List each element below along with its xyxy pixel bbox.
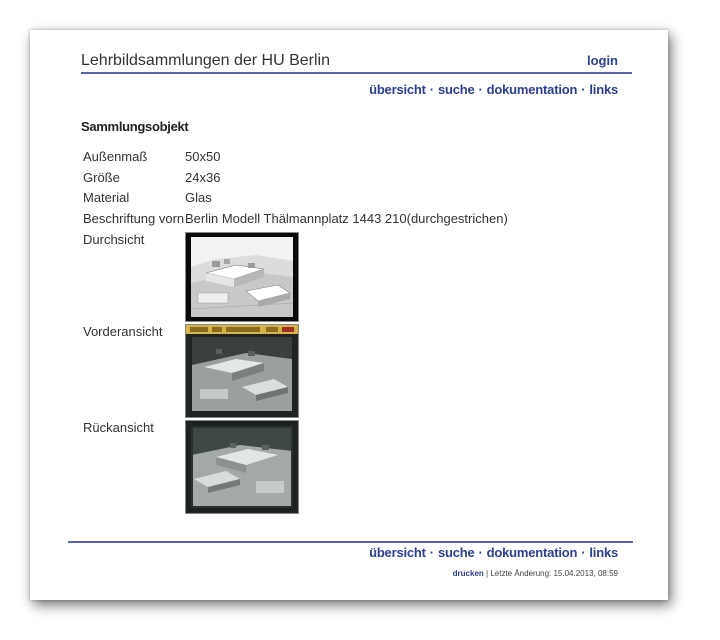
nav-separator: · (581, 82, 586, 97)
slide-thumbnail-back[interactable] (185, 420, 299, 514)
nav-separator: · (429, 82, 434, 97)
view-label: Durchsicht (83, 232, 145, 247)
page-container (30, 30, 668, 600)
nav-link-links[interactable]: links (589, 82, 618, 97)
nav-separator: · (429, 545, 434, 560)
slide-thumbnail-transmitted[interactable] (185, 232, 299, 322)
attribute-label: Material (83, 190, 130, 205)
attribute-value: 24x36 (185, 169, 221, 185)
footer (453, 569, 618, 578)
attribute-value: 50x50 (185, 149, 221, 164)
attribute-table (83, 147, 643, 229)
attribute-value: Berlin Modell Thälmannplatz 1443 210(durchgestrichen) (185, 210, 508, 226)
view-label: Rückansicht (83, 420, 154, 435)
attribute-label: Beschriftung vorn (83, 210, 185, 226)
slide-thumbnail-back-icon (186, 421, 298, 513)
site-title: Lehrbildsammlungen der HU Berlin (81, 52, 331, 69)
attribute-row-beschriftung (83, 209, 643, 230)
nav-link-dokumentation[interactable]: dokumentation (486, 545, 578, 560)
nav-link-suche[interactable]: suche (437, 545, 475, 560)
attribute-label: Außenmaß (83, 149, 148, 164)
nav-link-dokumentation[interactable]: dokumentation (486, 82, 578, 97)
slide-thumbnail-front-icon (186, 325, 298, 417)
nav-link-links[interactable]: links (589, 545, 618, 560)
attribute-row-material (83, 188, 643, 209)
nav-separator: · (581, 545, 586, 560)
attribute-label: Größe (83, 169, 120, 185)
nav-separator: · (478, 82, 483, 97)
header-divider (81, 72, 632, 74)
print-link[interactable]: drucken (452, 569, 484, 578)
slide-thumbnail-transmitted-icon (186, 233, 298, 321)
main-nav-bottom (369, 545, 618, 560)
footer-divider (68, 541, 633, 543)
attribute-row-aussenmass (83, 147, 643, 168)
nav-link-uebersicht[interactable]: übersicht (369, 545, 426, 560)
attribute-value: Glas (185, 190, 212, 205)
section-heading: Sammlungsobjekt (81, 119, 189, 134)
login-link[interactable]: login (586, 53, 618, 68)
nav-link-uebersicht[interactable]: übersicht (369, 82, 426, 97)
view-label: Vorderansicht (83, 324, 163, 339)
nav-link-suche[interactable]: suche (437, 82, 475, 97)
footer-divider-char: | (486, 569, 489, 578)
attribute-row-groesse (83, 168, 643, 189)
slide-thumbnail-front[interactable] (185, 324, 299, 418)
main-nav-top (369, 82, 618, 97)
nav-separator: · (478, 545, 483, 560)
last-change-text: Letzte Änderung: 15.04.2013, 08:59 (490, 569, 618, 578)
